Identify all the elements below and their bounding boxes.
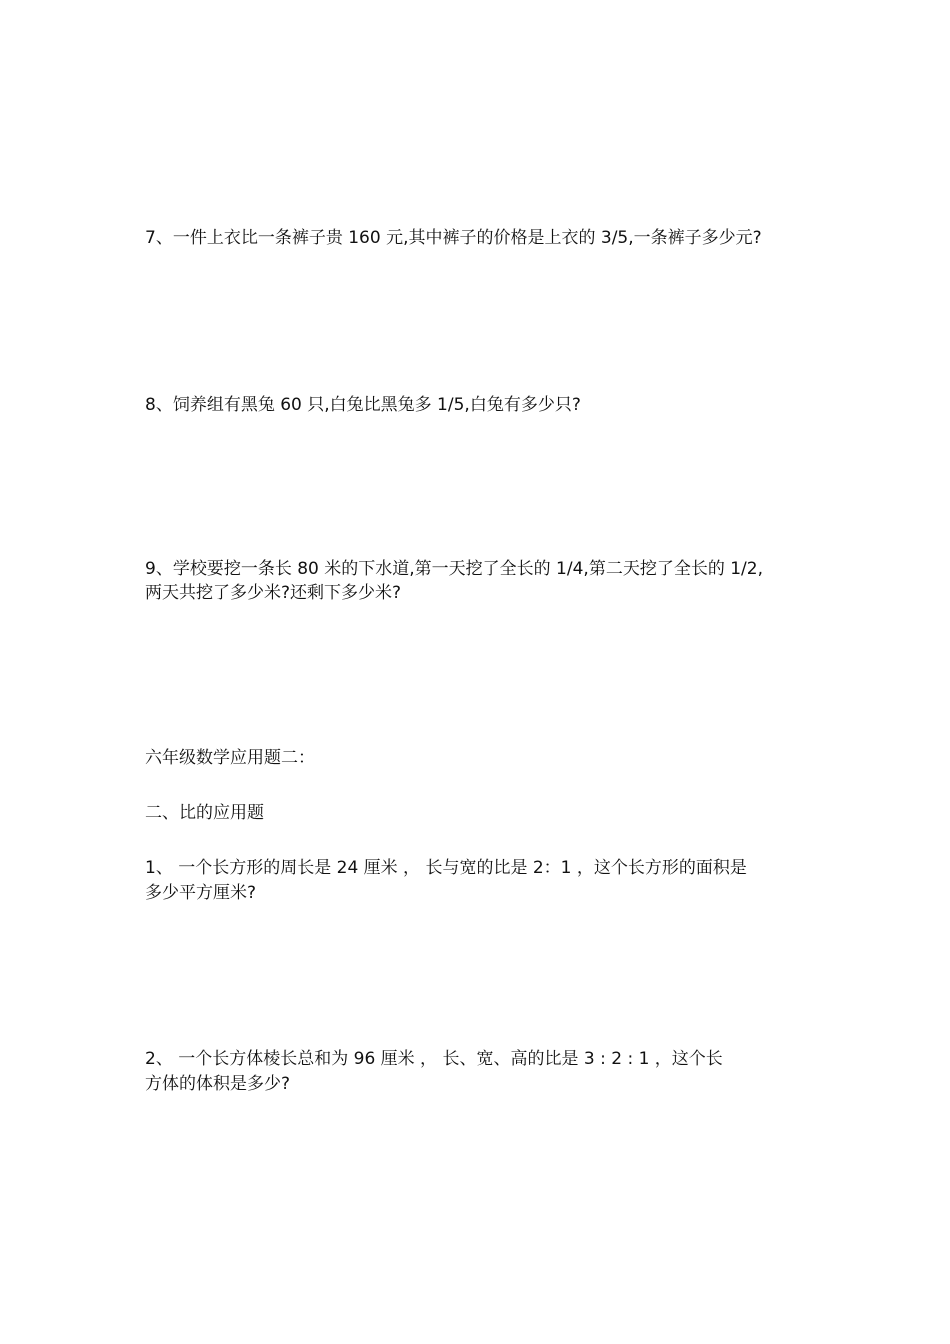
question-8-line-1: 8、饲养组有黑兔 60 只,白兔比黑兔多 1/5,白兔有多少只? (145, 395, 581, 415)
question-9-line-1: 9、学校要挖一条长 80 米的下水道,第一天挖了全长的 1/4,第二天挖了全长的 1/2, (145, 559, 763, 579)
question-7-line-1: 7、一件上衣比一条裤子贵 160 元,其中裤子的价格是上衣的 3/5,一条裤子多少元? (145, 228, 762, 248)
ratio-question-1-line-1: 1、 一个长方形的周长是 24 厘米 ， 长与宽的比是 2：1 ，这个长方形的面积是 (145, 858, 747, 878)
question-9-line-2: 两天共挖了多少米?还剩下多少米? (145, 583, 402, 603)
ratio-question-2-line-2: 方体的体积是多少? (145, 1074, 291, 1094)
section-heading: 六年级数学应用题二： (145, 748, 315, 768)
ratio-question-1-line-2: 多少平方厘米? (145, 883, 257, 903)
ratio-question-2-line-1: 2、 一个长方体棱长总和为 96 厘米 ， 长、宽、高的比是 3 : 2 : 1 ，这个长 (145, 1049, 723, 1069)
section-subheading: 二、比的应用题 (145, 803, 264, 823)
